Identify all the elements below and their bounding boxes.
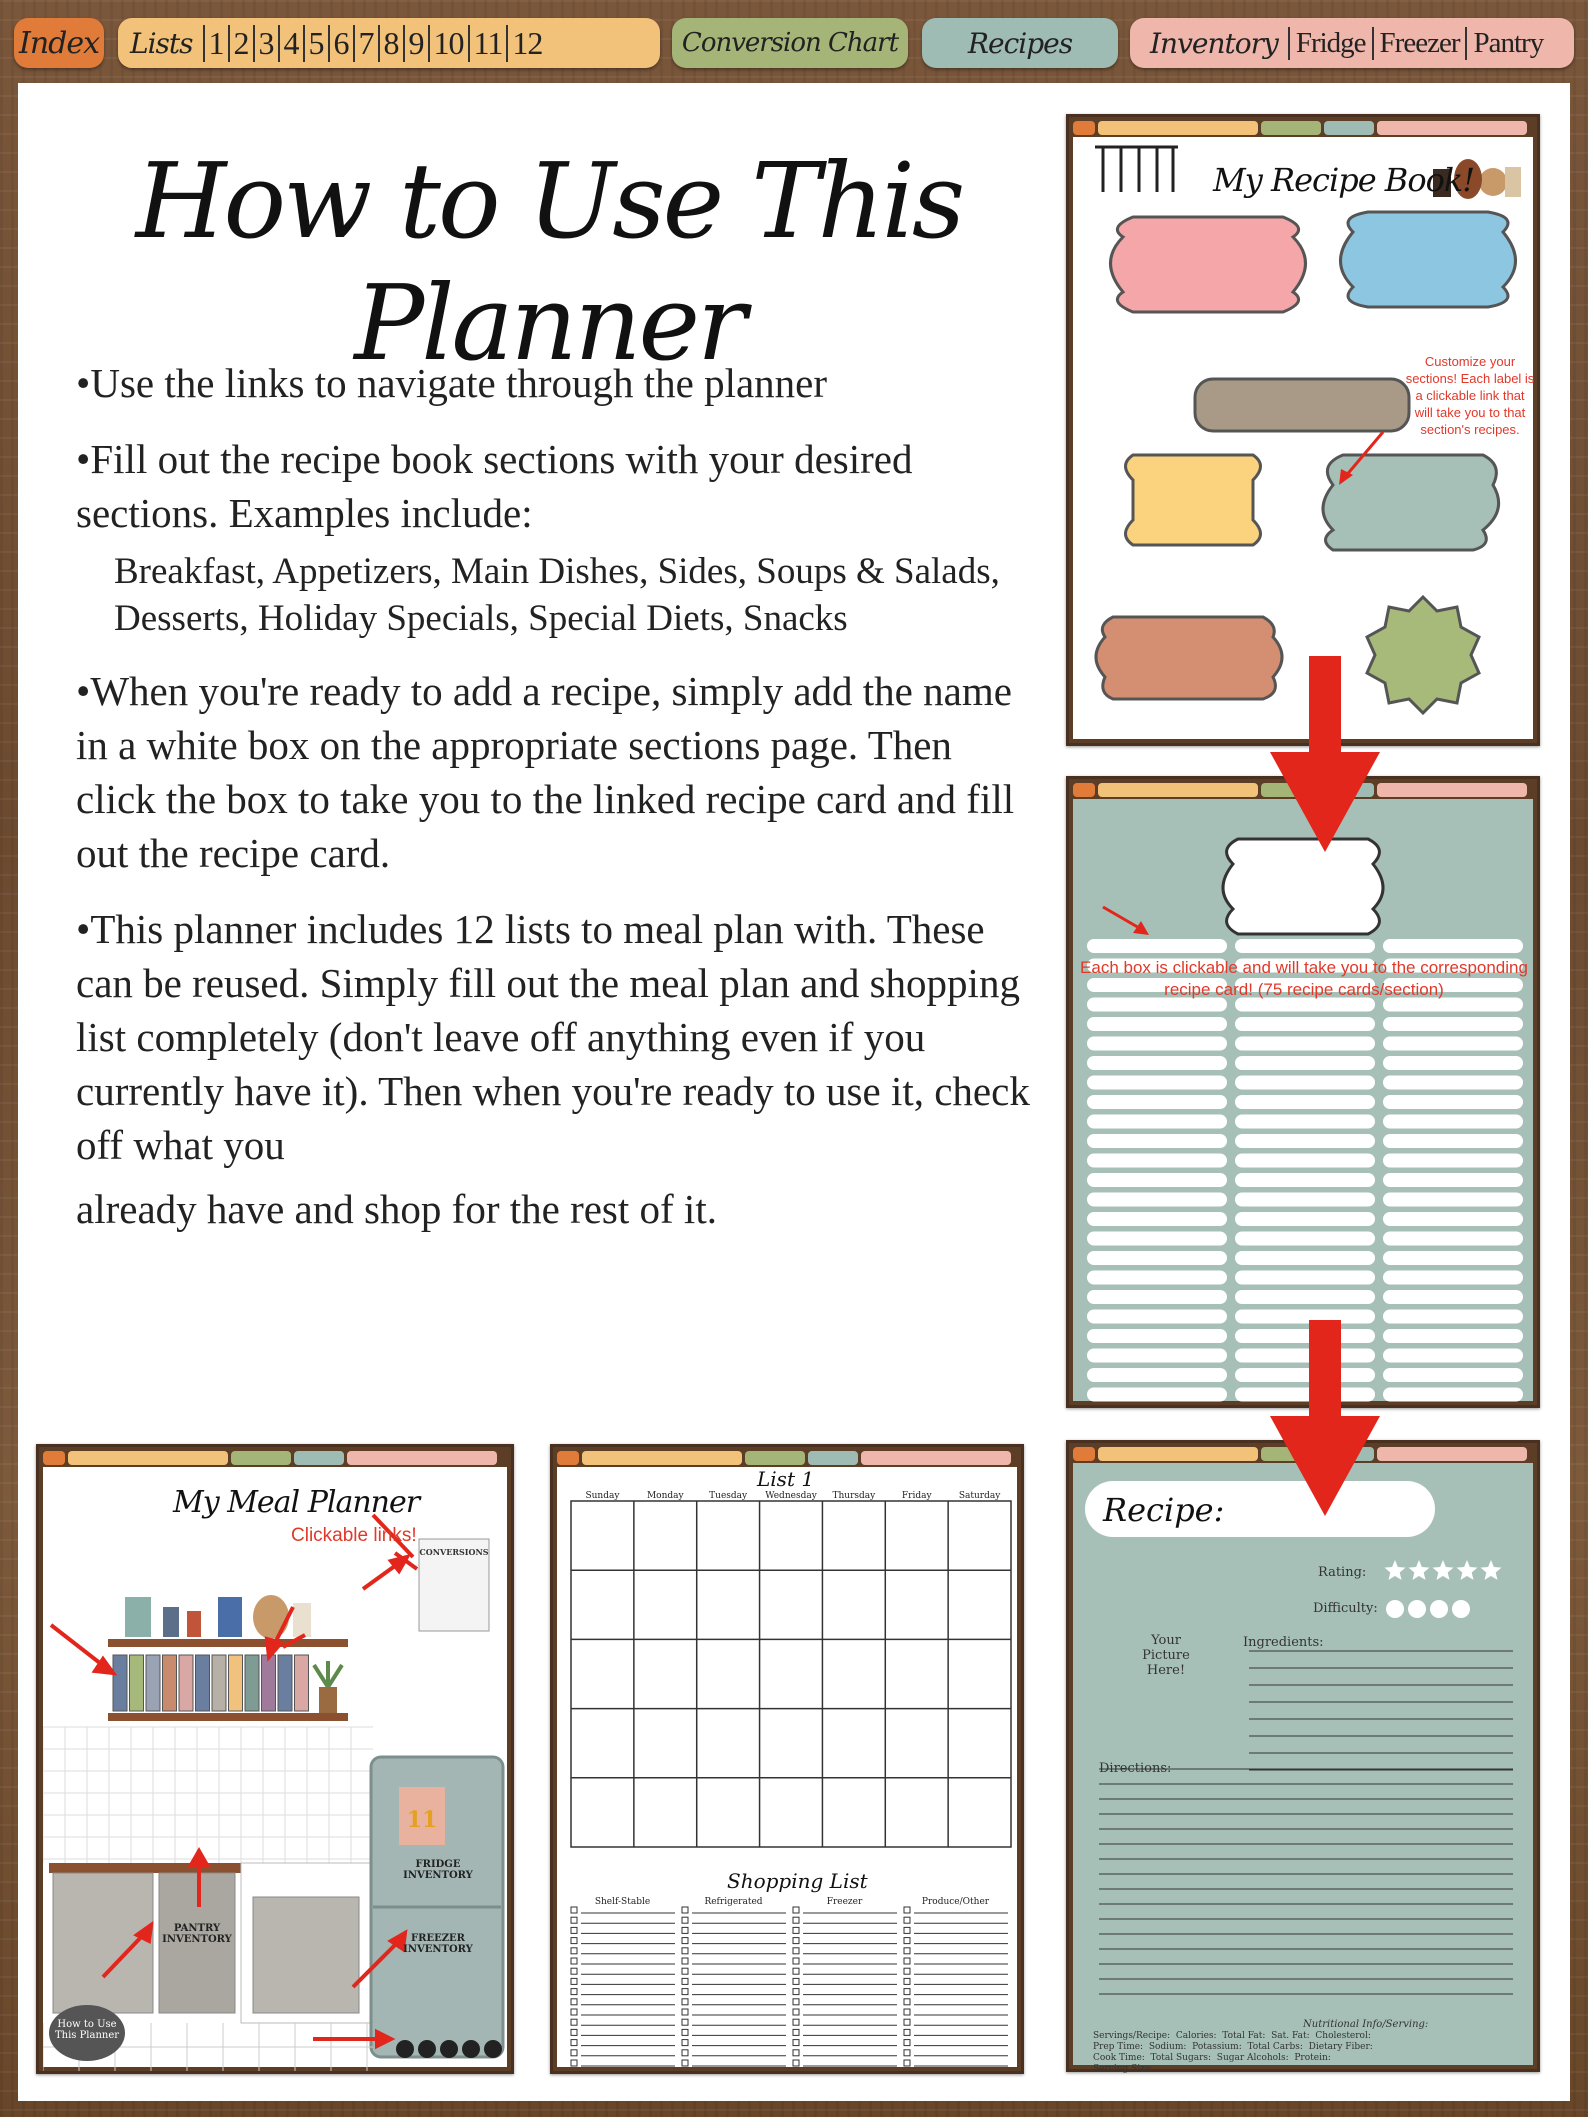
total-sugars-field[interactable]: Total Sugars: — [1150, 2053, 1212, 2063]
recipe-book-title: My Recipe Book! — [1213, 161, 1475, 199]
recipe-card-page — [1073, 1463, 1533, 2074]
list-4-link[interactable]: 4 — [278, 25, 303, 62]
list-8-link[interactable]: 8 — [378, 25, 403, 62]
list-7-link[interactable]: 7 — [353, 25, 378, 62]
tab-inventory[interactable] — [1130, 18, 1574, 68]
how-to-use-link[interactable]: How to Use This Planner — [54, 2019, 120, 2041]
lists-label[interactable]: Lists — [130, 26, 193, 60]
meal-list-page — [557, 1467, 1017, 2067]
recipe-title-label: Recipe: — [1103, 1491, 1225, 1529]
fridge-inventory-link[interactable]: FRIDGE INVENTORY — [403, 1859, 473, 1881]
sugar-alcohols-field[interactable]: Sugar Alcohols: — [1216, 2053, 1289, 2063]
top-navigation — [0, 0, 1588, 88]
shopping-column: Produce/Other — [921, 1897, 990, 1907]
pantry-inventory-link[interactable]: PANTRY INVENTORY — [162, 1923, 232, 1945]
weekday: Monday — [646, 1491, 684, 1501]
dietary-fiber-field[interactable]: Dietary Fiber: — [1308, 2042, 1373, 2052]
section-page — [1073, 799, 1533, 1401]
meal-planner-page — [43, 1467, 507, 2067]
instruction-lists: •This planner includes 12 lists to meal plan with. These can be reused. Simply fill out the meal plan and shopping list completely (don't leave off anything even if you currently have it). Then when you're ready to use it, check off what you — [76, 906, 1030, 1168]
directions-label: Directions: — [1099, 1761, 1172, 1776]
instruction-sections: •Fill out the recipe book sections with your desired sections. Examples include: — [76, 436, 913, 536]
meal-list-preview — [550, 1444, 1024, 2074]
total-fat-field[interactable]: Total Fat: — [1222, 2031, 1266, 2041]
recipe-book-page — [1073, 137, 1533, 739]
weekday: Sunday — [585, 1491, 620, 1501]
weekday: Thursday — [832, 1491, 876, 1501]
list-12-link[interactable]: 12 — [506, 25, 546, 62]
tab-recipes[interactable]: Recipes — [922, 18, 1118, 68]
prep-time-field[interactable]: Prep Time: — [1093, 2042, 1144, 2052]
kitchen-illustration — [43, 1467, 509, 2071]
total-carbs-field[interactable]: Total Carbs: — [1247, 2042, 1303, 2052]
fridge-link[interactable]: Fridge — [1288, 27, 1372, 60]
section-page-note: Each box is clickable and will take you to the corresponding recipe card! (75 recipe cards/section) — [1080, 958, 1528, 999]
difficulty-label: Difficulty: — [1313, 1601, 1378, 1616]
weekday: Wednesday — [765, 1491, 817, 1501]
meal-planner-preview — [36, 1444, 514, 2074]
tab-lists[interactable] — [118, 18, 660, 68]
ingredients-label: Ingredients: — [1243, 1635, 1324, 1650]
weekday: Saturday — [958, 1491, 1001, 1501]
list-5-link[interactable]: 5 — [303, 25, 328, 62]
cook-time-field[interactable]: Cook Time: — [1093, 2053, 1145, 2063]
tab-index[interactable]: Index — [14, 18, 104, 68]
freezer-inventory-link[interactable]: FREEZER INVENTORY — [403, 1933, 473, 1955]
shopping-column: Freezer — [826, 1897, 863, 1907]
conversions-link[interactable]: CONVERSIONS — [419, 1547, 489, 1557]
list-6-link[interactable]: 6 — [328, 25, 353, 62]
section-examples: Breakfast, Appetizers, Main Dishes, Sides, Soups & Salads, Desserts, Holiday Specials, Special Diets, Snacks — [114, 551, 1000, 639]
list-title: List 1 — [757, 1467, 815, 1491]
rating-stars — [1385, 1560, 1502, 1580]
instruction-add-recipe: •When you're ready to add a recipe, simply add the name in a white box on the appropriate sections page. Then click the box to take you to the linked recipe card and fill out the recipe card. — [76, 668, 1015, 876]
cholesterol-field[interactable]: Cholesterol: — [1315, 2031, 1371, 2041]
weekday: Friday — [901, 1491, 932, 1501]
shopping-list-title: Shopping List — [727, 1869, 868, 1893]
freezer-link[interactable]: Freezer — [1372, 27, 1466, 60]
instruction-lists-cont: already have and shop for the rest of it. — [76, 1186, 717, 1232]
meal-planner-title: My Meal Planner — [173, 1485, 420, 1520]
recipe-footer — [1093, 2031, 1373, 2075]
flow-arrow-down-icon — [1270, 656, 1380, 852]
page-title: How to Use This Planner — [135, 140, 963, 384]
clickable-links-note: Clickable links! — [291, 1525, 417, 1546]
weekday-header — [571, 1491, 1011, 1501]
sodium-field[interactable]: Sodium: — [1148, 2042, 1187, 2052]
list-grid — [557, 1467, 1019, 2071]
list-9-link[interactable]: 9 — [403, 25, 428, 62]
shopping-column: Refrigerated — [704, 1897, 763, 1907]
pantry-link[interactable]: Pantry — [1465, 27, 1549, 60]
recipe-book-note: Customize your sections! Each label is a clickable link that will take you to that section's recipes. — [1405, 354, 1535, 437]
mini-nav — [43, 1451, 507, 1465]
servings-field[interactable]: Servings/Recipe: — [1093, 2031, 1171, 2041]
list-10-link[interactable]: 10 — [428, 25, 468, 62]
nutrition-label: Nutritional Info/Serving: — [1303, 2019, 1429, 2030]
potassium-field[interactable]: Potassium: — [1192, 2042, 1242, 2052]
inventory-label[interactable]: Inventory — [1150, 26, 1278, 60]
calendar-day: 11 — [406, 1807, 438, 1833]
section-page-preview — [1066, 776, 1540, 1408]
sat-fat-field[interactable]: Sat. Fat: — [1271, 2031, 1310, 2041]
mini-nav — [1073, 121, 1533, 135]
flow-arrow-down-icon — [1270, 1320, 1380, 1516]
shopping-columns — [567, 1897, 1011, 1907]
list-3-link[interactable]: 3 — [253, 25, 278, 62]
section-page-art — [1073, 799, 1535, 1405]
rating-label: Rating: — [1318, 1565, 1367, 1580]
list-2-link[interactable]: 2 — [228, 25, 253, 62]
shopping-column: Shelf-Stable — [594, 1897, 651, 1907]
tab-conversion-chart[interactable]: Conversion Chart — [672, 18, 908, 68]
picture-placeholder: Your Picture Here! — [1142, 1633, 1190, 1678]
calories-field[interactable]: Calories: — [1175, 2031, 1217, 2041]
serving-size-field[interactable]: Serving Size: — [1093, 2064, 1154, 2074]
instruction-navigate: •Use the links to navigate through the planner — [76, 360, 828, 406]
protein-field[interactable]: Protein: — [1294, 2053, 1331, 2063]
recipe-book-art — [1073, 137, 1535, 743]
weekday: Tuesday — [709, 1491, 748, 1501]
recipe-card-preview — [1066, 1440, 1540, 2072]
list-11-link[interactable]: 11 — [468, 25, 507, 62]
instructions — [76, 356, 1036, 1258]
recipe-book-preview — [1066, 114, 1540, 746]
list-1-link[interactable]: 1 — [203, 25, 228, 62]
mini-nav — [557, 1451, 1017, 1465]
